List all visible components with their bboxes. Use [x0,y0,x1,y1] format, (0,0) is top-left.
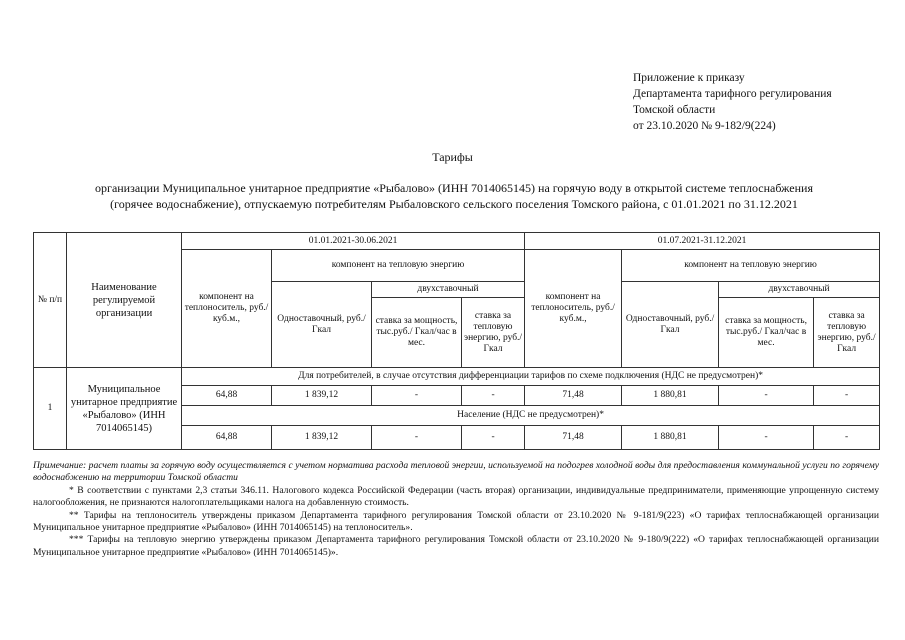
header-energy-1: компонент на тепловую энергию [272,250,525,282]
table-cell: - [372,386,462,406]
footnote-1: * В соответствии с пунктами 2,3 статьи 346.11. Налогового кодекса Российской Федерации (часть вторая) организации, индивидуальные предприниматели, применяющие упрощенную систему налогообложения, не признаются налогоплательщиками налога на добавленную стоимость. [33,484,879,509]
subtitle-line: (горячее водоснабжение), отпускаемую потребителям Рыбаловского сельского поселения Томского района, с 01.01.2021 по 31.12.2021 [110,197,798,211]
table-cell: 71,48 [525,426,622,450]
table-cell: - [814,386,880,406]
document-subtitle [30,180,878,212]
header-period-1: 01.01.2021-30.06.2021 [182,233,525,250]
header-single-1: Одноставочный, руб./Гкал [272,282,372,368]
appendix-line: Томской области [633,104,716,116]
table-cell: 1 839,12 [272,426,372,450]
footnotes [33,460,879,559]
header-heat-1: ставка за тепловую энергию, руб./Гкал [462,298,525,368]
appendix-header [633,70,832,134]
table-cell: 1 839,12 [272,386,372,406]
header-num: № п/п [34,233,67,368]
header-two-rate-2: двухставочный [719,282,880,298]
org-name: Муниципальное унитарное предприятие «Рыбалово» (ИНН 7014065145) [67,368,182,450]
group-label-population: Население (НДС не предусмотрен)* [182,406,880,426]
appendix-line: Департамента тарифного регулирования [633,88,832,100]
appendix-line: от 23.10.2020 № 9-182/9(224) [633,120,776,132]
table-cell: - [719,386,814,406]
appendix-line: Приложение к приказу [633,72,745,84]
tariff-table [33,232,880,450]
group-label-general: Для потребителей, в случае отсутствия дифференциации тарифов по схеме подключения (НДС не предусмотрен)* [182,368,880,386]
table-cell: 64,88 [182,426,272,450]
table-cell: 1 880,81 [622,386,719,406]
header-two-rate-1: двухставочный [372,282,525,298]
table-cell: - [814,426,880,450]
table-cell: - [462,426,525,450]
row-number: 1 [34,368,67,450]
header-single-2: Одноставочный, руб./Гкал [622,282,719,368]
table-cell: 1 880,81 [622,426,719,450]
header-carrier-1: компонент на теплоноситель, руб./куб.м., [182,250,272,368]
header-heat-2: ставка за тепловую энергию, руб./Гкал [814,298,880,368]
note-primechanie: Примечание: расчет платы за горячую воду осуществляется с учетом норматива расхода тепловой энергии, используемой на подогрев холодной воды для предоставления коммунальной услуги по горячему водоснабжению на территории Томской области [33,460,879,484]
header-period-2: 01.07.2021-31.12.2021 [525,233,880,250]
footnote-3: *** Тарифы на тепловую энергию утверждены приказом Департамента тарифного регулирования Томской области от 23.10.2020 № 9-180/9(222) «О тарифах теплоснабжающей организации Муниципальное унитарное предприятие «Рыбалово» (ИНН 7014065145)». [33,534,879,558]
document-title: Тарифы [432,150,473,164]
header-carrier-2: компонент на теплоноситель, руб./куб.м., [525,250,622,368]
table-cell: - [462,386,525,406]
footnote-2: ** Тарифы на теплоноситель утверждены приказом Департамента тарифного регулирования Томской области от 23.10.2020 № 9-181/9(223) «О тарифах теплоснабжающей организации Муниципальное унитарное предприятие «Рыбалово» (ИНН 7014065145) на теплоноситель». [33,509,879,534]
header-power-2: ставка за мощность, тыс.руб./ Гкал/час в мес. [719,298,814,368]
table-cell: - [719,426,814,450]
table-cell: 71,48 [525,386,622,406]
header-energy-2: компонент на тепловую энергию [622,250,880,282]
subtitle-line: организации Муниципальное унитарное предприятие «Рыбалово» (ИНН 7014065145) на горячую воду в открытой системе теплоснабжения [95,181,813,195]
table-cell: - [372,426,462,450]
table-cell: 64,88 [182,386,272,406]
header-power-1: ставка за мощность, тыс.руб./ Гкал/час в мес. [372,298,462,368]
header-name: Наименование регулируемой организации [67,233,182,368]
